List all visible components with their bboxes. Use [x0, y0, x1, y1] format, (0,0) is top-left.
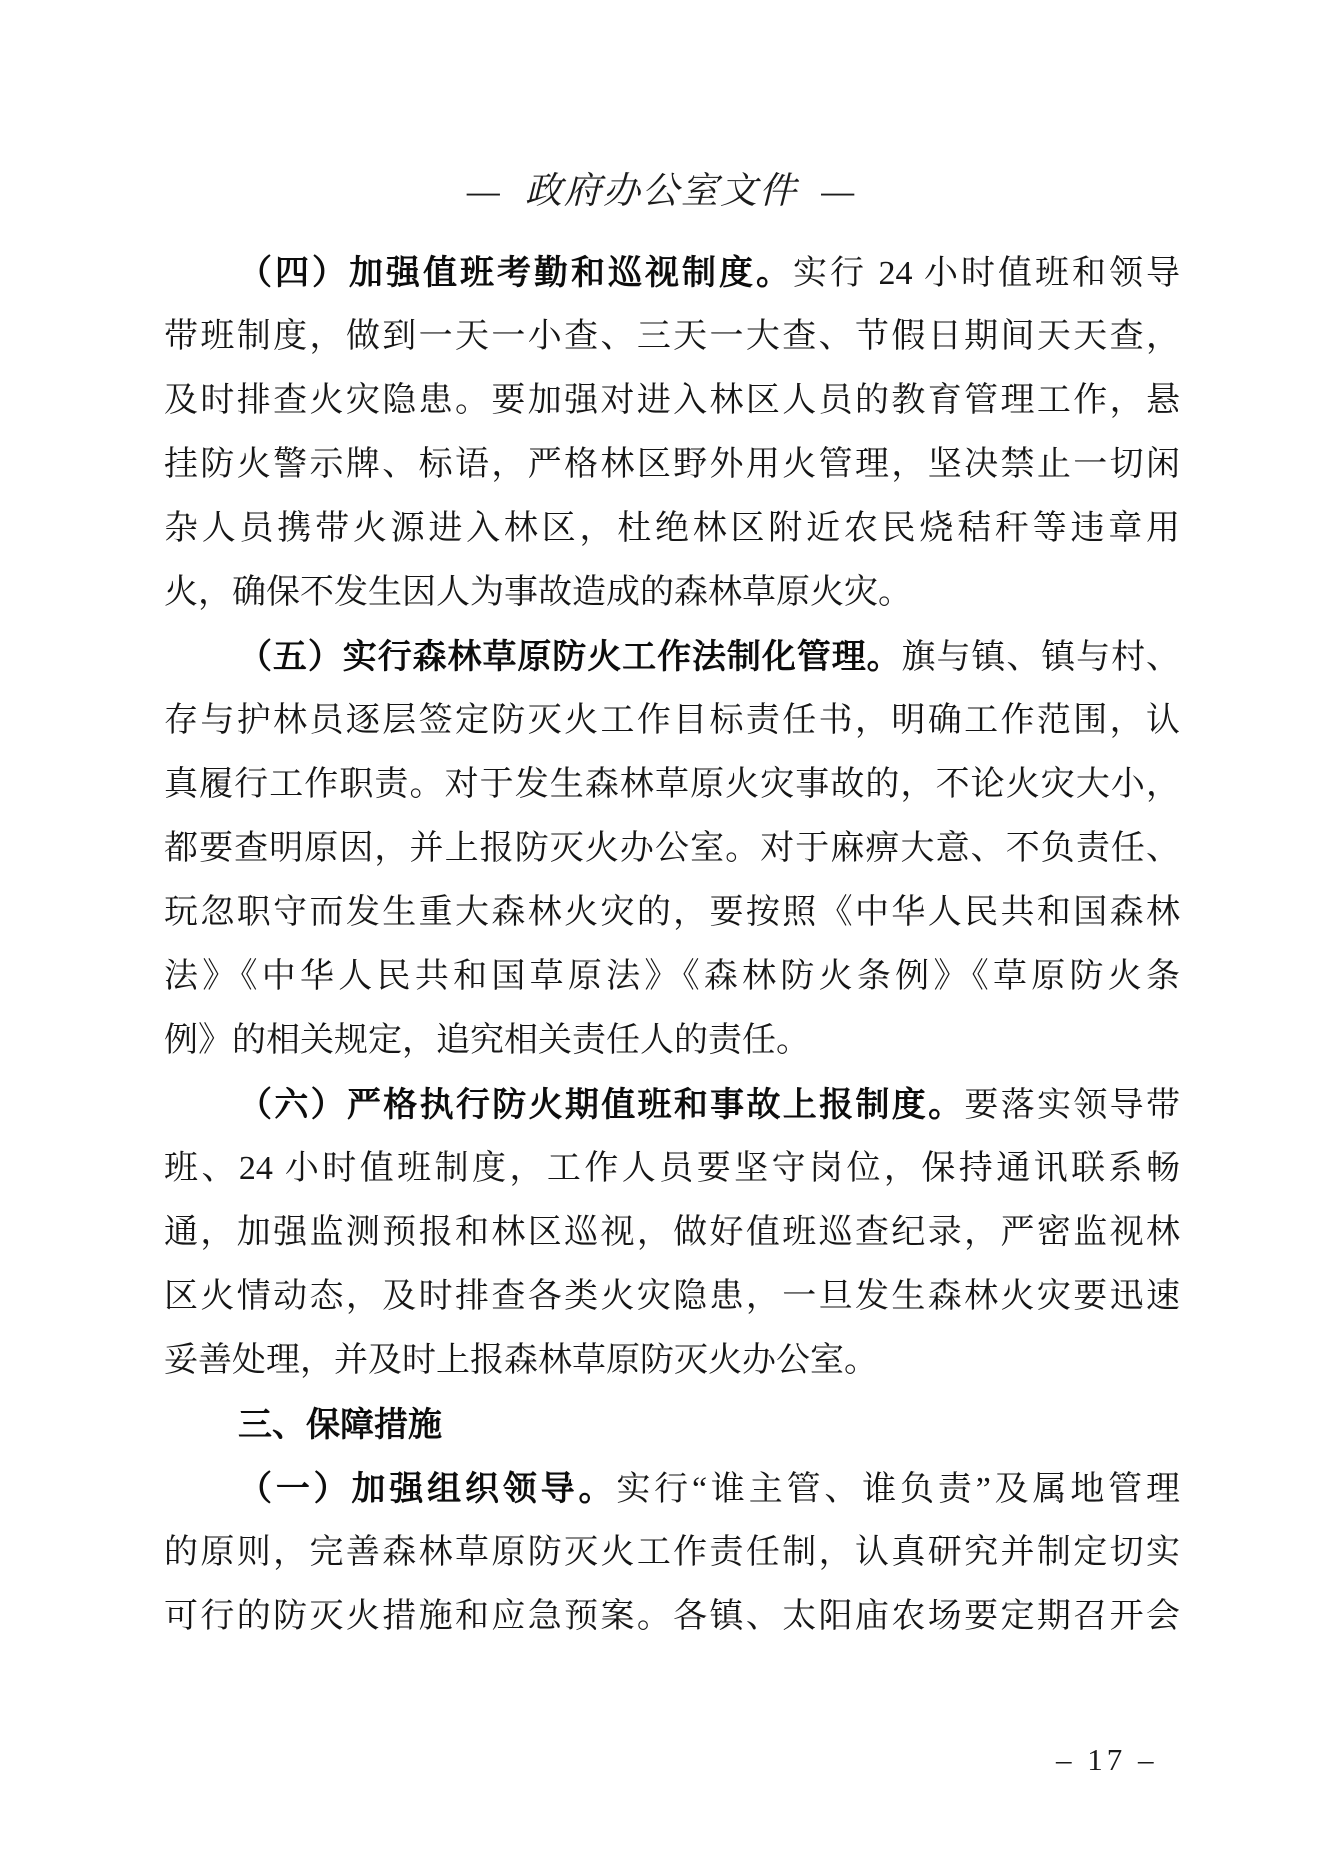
regular-run: 的原则，完善森林草原防灭火工作责任制，认真研究并制定切实: [164, 1534, 1180, 1571]
text-line: [164, 497, 1180, 561]
text-line: [164, 1521, 1180, 1585]
text-line: [164, 1265, 1180, 1329]
bold-run: （六）严格执行防火期值班和事故上报制度。: [238, 1086, 965, 1124]
regular-run: 火，确保不发生因人为事故造成的森林草原火灾。: [164, 574, 912, 611]
text-line: [164, 1329, 1180, 1393]
text-line: [164, 1009, 1180, 1073]
text-line: [164, 753, 1180, 817]
text-line: [164, 881, 1180, 945]
regular-run: 区火情动态，及时排查各类火灾隐患，一旦发生森林火灾要迅速: [164, 1278, 1180, 1315]
regular-run: 真履行工作职责。对于发生森林草原火灾事故的，不论火灾大小，: [164, 766, 1180, 803]
document-body: [164, 241, 1180, 1649]
text-line: [164, 241, 1180, 305]
text-line: [164, 1073, 1180, 1137]
regular-run: 通，加强监测预报和林区巡视，做好值班巡查纪录，严密监视林: [164, 1214, 1180, 1251]
text-line: [164, 1585, 1180, 1649]
regular-run: 及时排查火灾隐患。要加强对进入林区人员的教育管理工作，悬: [164, 382, 1180, 419]
text-line: [164, 1457, 1180, 1521]
bold-run: （一）加强组织领导。: [238, 1470, 617, 1508]
text-line: [164, 369, 1180, 433]
regular-run: 法》《中华人民共和国草原法》《森林防火条例》《草原防火条: [164, 958, 1180, 995]
bold-run: （四）加强值班考勤和巡视制度。: [238, 254, 793, 292]
text-line: [164, 1201, 1180, 1265]
regular-run: 带班制度，做到一天一小查、三天一大查、节假日期间天天查，: [164, 318, 1180, 355]
regular-run: 旗与镇、镇与村、: [901, 639, 1180, 676]
regular-run: 存与护林员逐层签定防灭火工作目标责任书，明确工作范围，认: [164, 702, 1180, 739]
regular-run: 例》的相关规定，追究相关责任人的责任。: [164, 1022, 810, 1059]
text-line: [164, 1393, 1180, 1457]
bold-run: （五）实行森林草原防火工作法制化管理。: [238, 638, 902, 676]
regular-run: 班、24 小时值班制度，工作人员要坚守岗位，保持通讯联系畅: [164, 1150, 1180, 1187]
bold-run: 三、保障措施: [238, 1406, 442, 1444]
text-line: [164, 945, 1180, 1009]
regular-run: 要落实领导带: [964, 1087, 1180, 1124]
text-line: [164, 433, 1180, 497]
regular-run: 实行 24 小时值班和领导: [793, 255, 1180, 292]
text-line: [164, 817, 1180, 881]
regular-run: 都要查明原因，并上报防灭火办公室。对于麻痹大意、不负责任、: [164, 830, 1180, 867]
text-line: [164, 561, 1180, 625]
text-line: [164, 1137, 1180, 1201]
regular-run: 挂防火警示牌、标语，严格林区野外用火管理，坚决禁止一切闲: [164, 446, 1180, 483]
text-line: [164, 625, 1180, 689]
regular-run: 玩忽职守而发生重大森林火灾的，要按照《中华人民共和国森林: [164, 894, 1180, 931]
regular-run: 杂人员携带火源进入林区，杜绝林区附近农民烧秸秆等违章用: [164, 510, 1180, 547]
document-header-title: — 政府办公室文件 —: [466, 171, 857, 212]
regular-run: 妥善处理，并及时上报森林草原防灭火办公室。: [164, 1342, 878, 1379]
page-number: – 17 –: [1056, 1742, 1158, 1777]
text-line: [164, 305, 1180, 369]
regular-run: 可行的防灭火措施和应急预案。各镇、太阳庙农场要定期召开会: [164, 1598, 1180, 1635]
text-line: [164, 689, 1180, 753]
regular-run: 实行“谁主管、谁负责”及属地管理: [616, 1471, 1180, 1508]
